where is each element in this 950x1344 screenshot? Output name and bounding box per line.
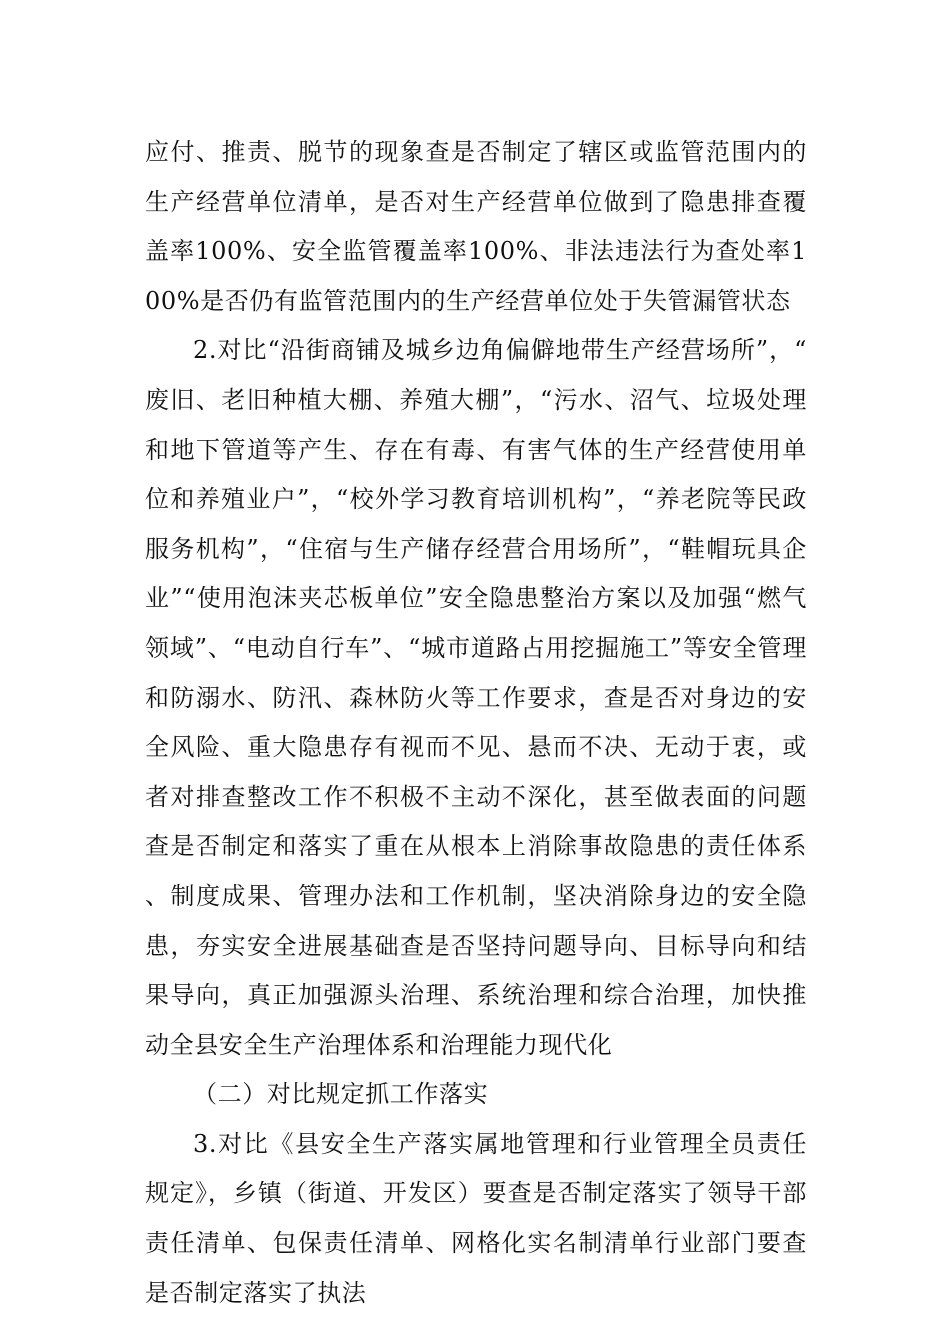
section-heading-2: （二）对比规定抓工作落实 — [193, 1080, 489, 1109]
paragraph-item-2: 2.对比“沿街商铺及城乡边角偏僻地带生产经营场所”，“废旧、老旧种植大棚、养殖大棚”，“污水、沼气、垃圾处理和地下管道等产生、存在有毒、有害气体的生产经营使用单位和养殖业户”，“校外学习教育培训机构”，“养老院等民政服务机构”，“住宿与生产储存经营合用场所”，“鞋帽玩具企业”“使用泡沫夹芯板单位”安全隐患整治方案以及加强“燃气领域”、“电动自行车”、“城市道路占用挖掘施工”等安全管理和防溺水、防汛、森林防火等工作要求，查是否对身边的安全风险、重大隐患存有视而不见、悬而不决、无动于衷，或者对排查整改工作不积极不主动不深化，甚至做表面的问题查是否制定和落实了重在从根本上消除事故隐患的责任体系、制度成果、管理办法和工作机制，坚决消除身边的安全隐患，夯实安全进展基础查是否坚持问题导向、目标导向和结果导向，真正加强源头治理、系统治理和综合治理，加快推动全县安全生产治理体系和治理能力现代化 — [145, 336, 807, 1059]
document-body — [145, 128, 807, 1318]
paragraph-continuation: 应付、推责、脱节的现象查是否制定了辖区或监管范围内的生产经营单位清单，是否对生产经营单位做到了隐患排查覆盖率100%、安全监管覆盖率100%、非法违法行为查处率100%是否仍有监管范围内的生产经营单位处于失管漏管状态 — [145, 138, 807, 315]
paragraph-item-3: 3.对比《县安全生产落实属地管理和行业管理全员责任规定》，乡镇（街道、开发区）要查是否制定落实了领导干部责任清单、包保责任清单、网格化实名制清单行业部门要查是否制定落实了执法 — [145, 1129, 807, 1307]
